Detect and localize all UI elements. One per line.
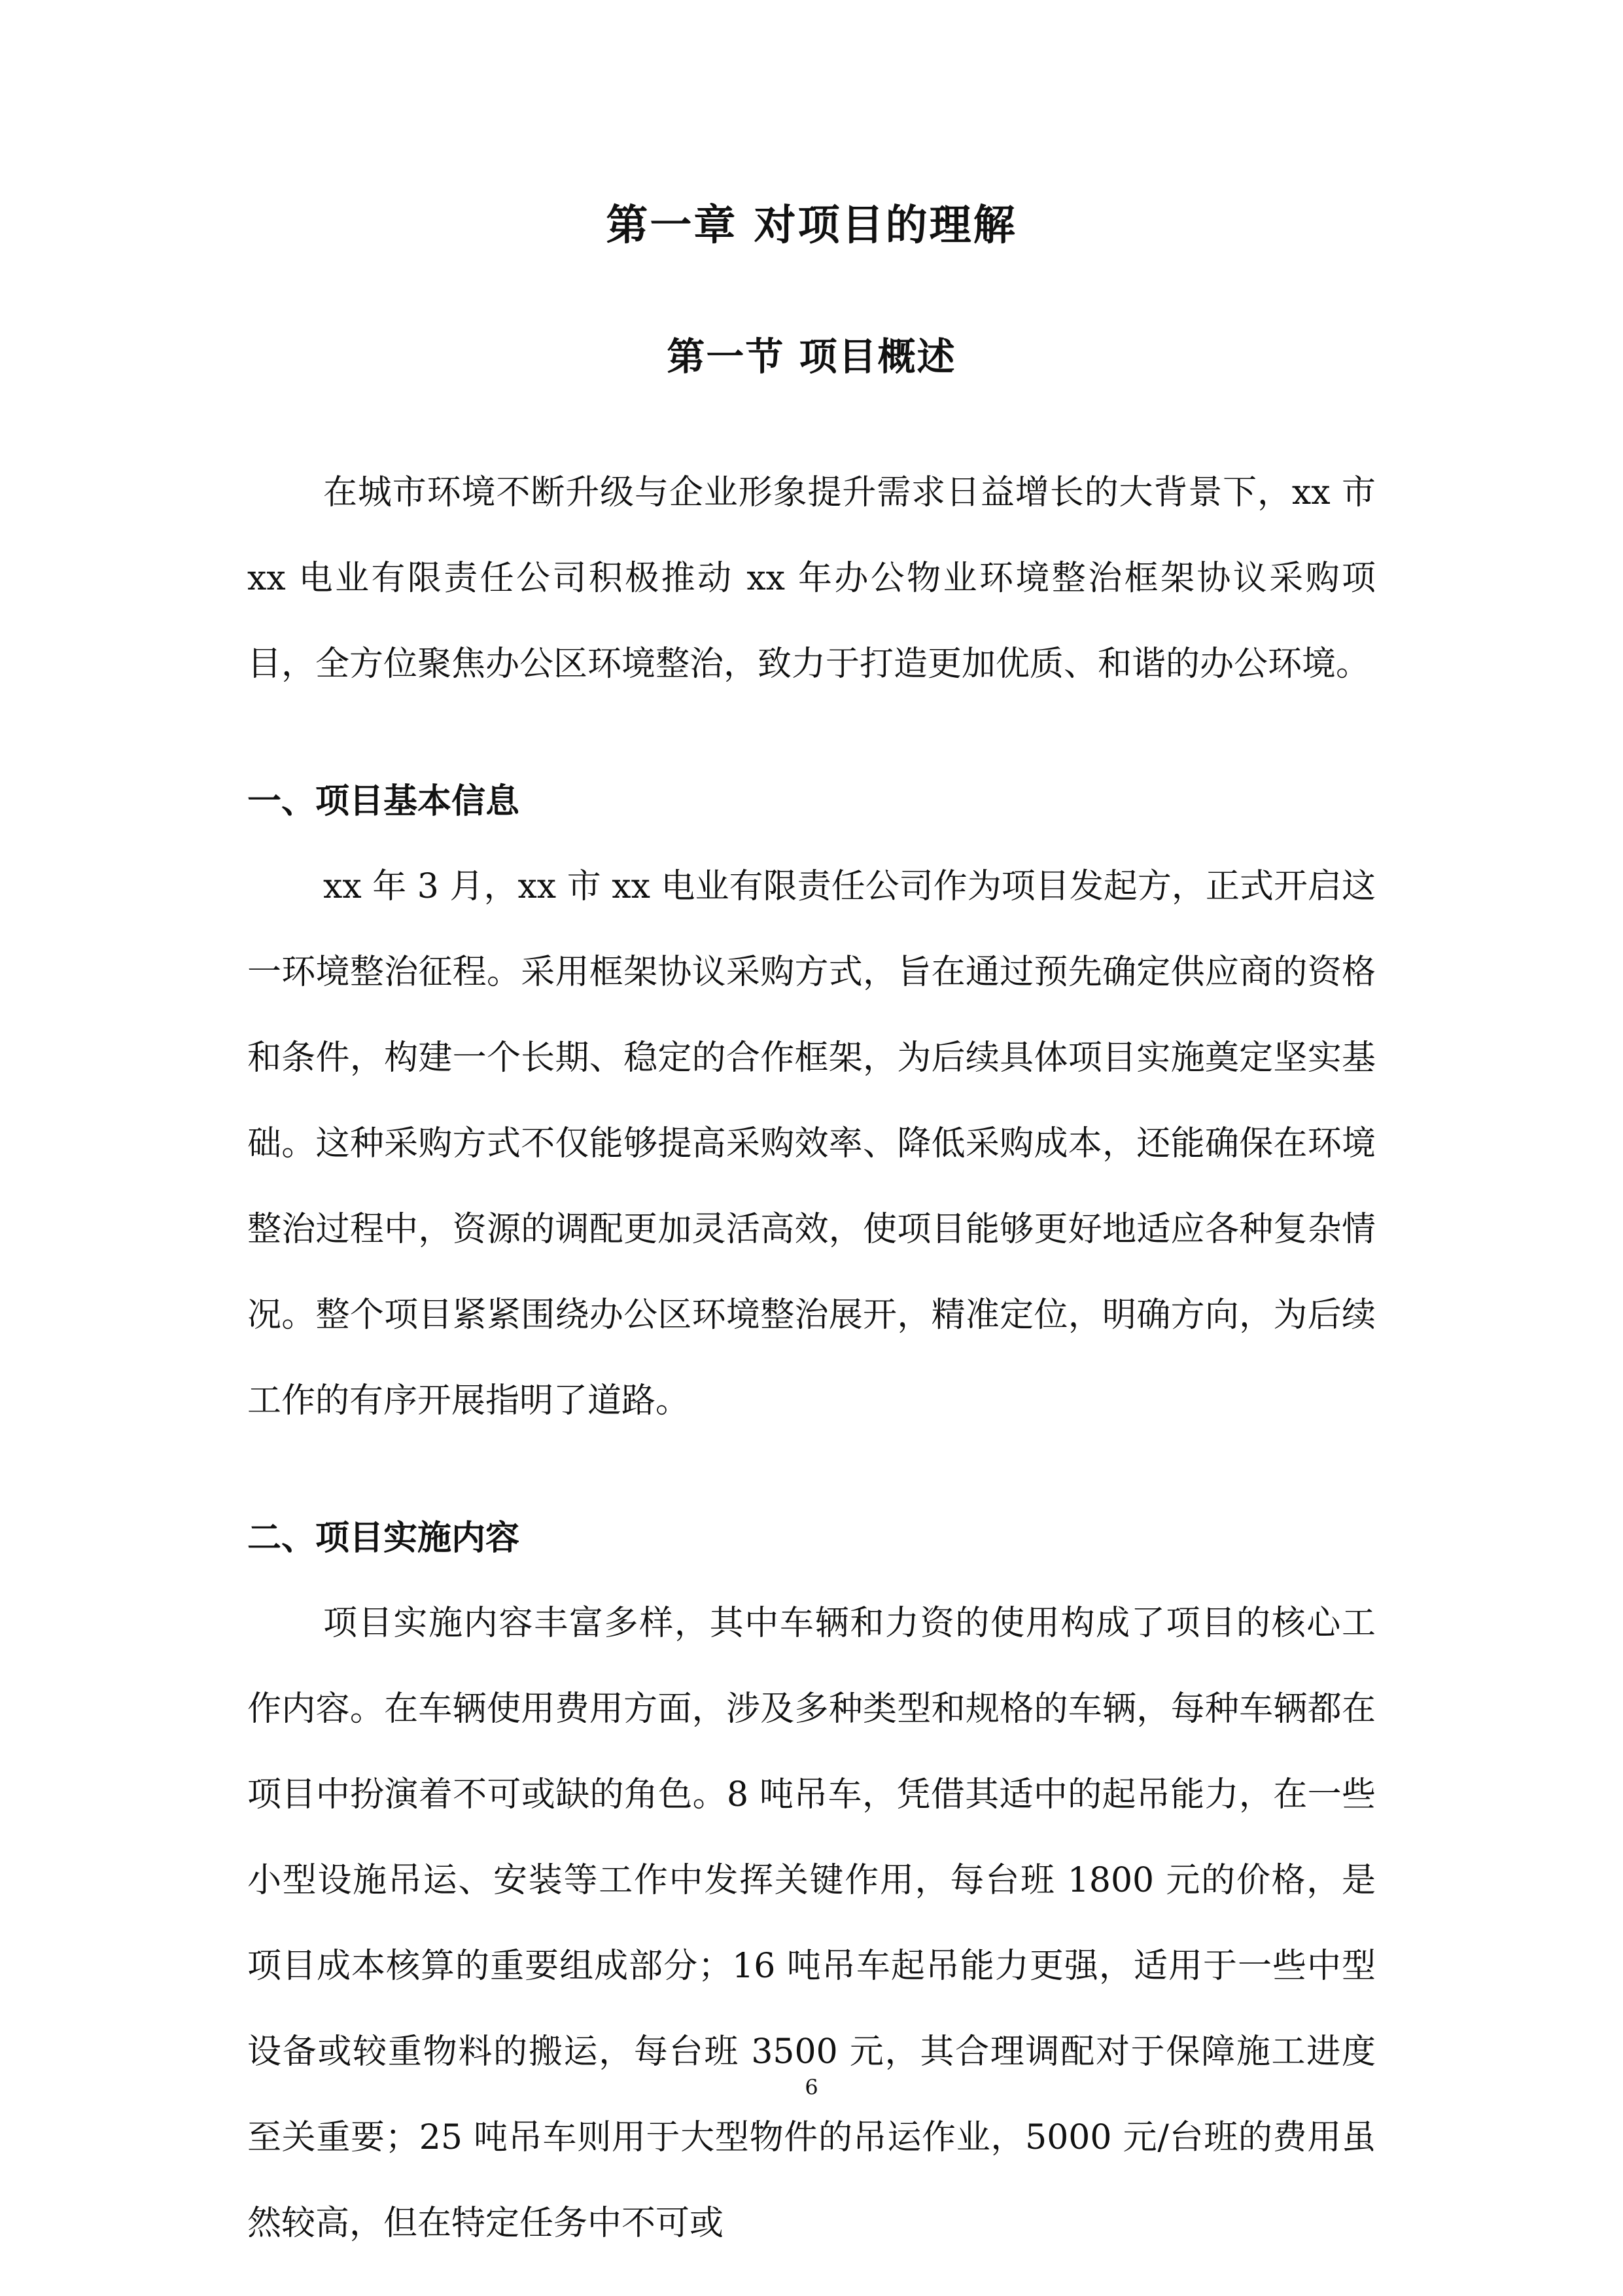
intro-paragraph: 在城市环境不断升级与企业形象提升需求日益增长的大背景下，xx 市 xx 电业有限责任公司积极推动 xx 年办公物业环境整治框架协议采购项目，全方位聚焦办公区环境整治，致力于打造更加优质、和谐的办公环境。 bbox=[247, 473, 1376, 684]
page-number: 6 bbox=[805, 2075, 818, 2100]
section-title: 第一节 项目概述 bbox=[667, 334, 956, 379]
implementation-paragraph: 项目实施内容丰富多样，其中车辆和力资的使用构成了项目的核心工作内容。在车辆使用费用方面，涉及多种类型和规格的车辆，每种车辆都在项目中扮演着不可或缺的角色。8 吨吊车，凭借其适中的起吊能力，在一些小型设施吊运、安装等工作中发挥关键作用，每台班 1800 元的价格，是项目成本核算的重要组成部分；16 吨吊车起吊能力更强，适用于一些中型设备或较重物料的搬运，每台班 3500 元，其合理调配对于保障施工进度至关重要；25 吨吊车则用于大型物件的吊运作业，5000 元/台班的费用虽然较高，但在特定任务中不可或 bbox=[247, 1604, 1376, 2243]
basic-info-paragraph: xx 年 3 月，xx 市 xx 电业有限责任公司作为项目发起方，正式开启这一环境整治征程。采用框架协议采购方式，旨在通过预先确定供应商的资格和条件，构建一个长期、稳定的合作框架，为后续具体项目实施奠定坚实基础。这种采购方式不仅能够提高采购效率、降低采购成本，还能确保在环境整治过程中，资源的调配更加灵活高效，使项目能够更好地适应各种复杂情况。整个项目紧紧围绕办公区环境整治展开，精准定位，明确方向，为后续工作的有序开展指明了道路。 bbox=[247, 867, 1376, 1421]
document-body bbox=[247, 450, 1376, 2267]
chapter-title: 第一章 对项目的理解 bbox=[606, 202, 1017, 250]
subsection-heading-implementation: 二、项目实施内容 bbox=[247, 1518, 520, 1558]
subsection-heading-basic-info: 一、项目基本信息 bbox=[247, 781, 520, 821]
